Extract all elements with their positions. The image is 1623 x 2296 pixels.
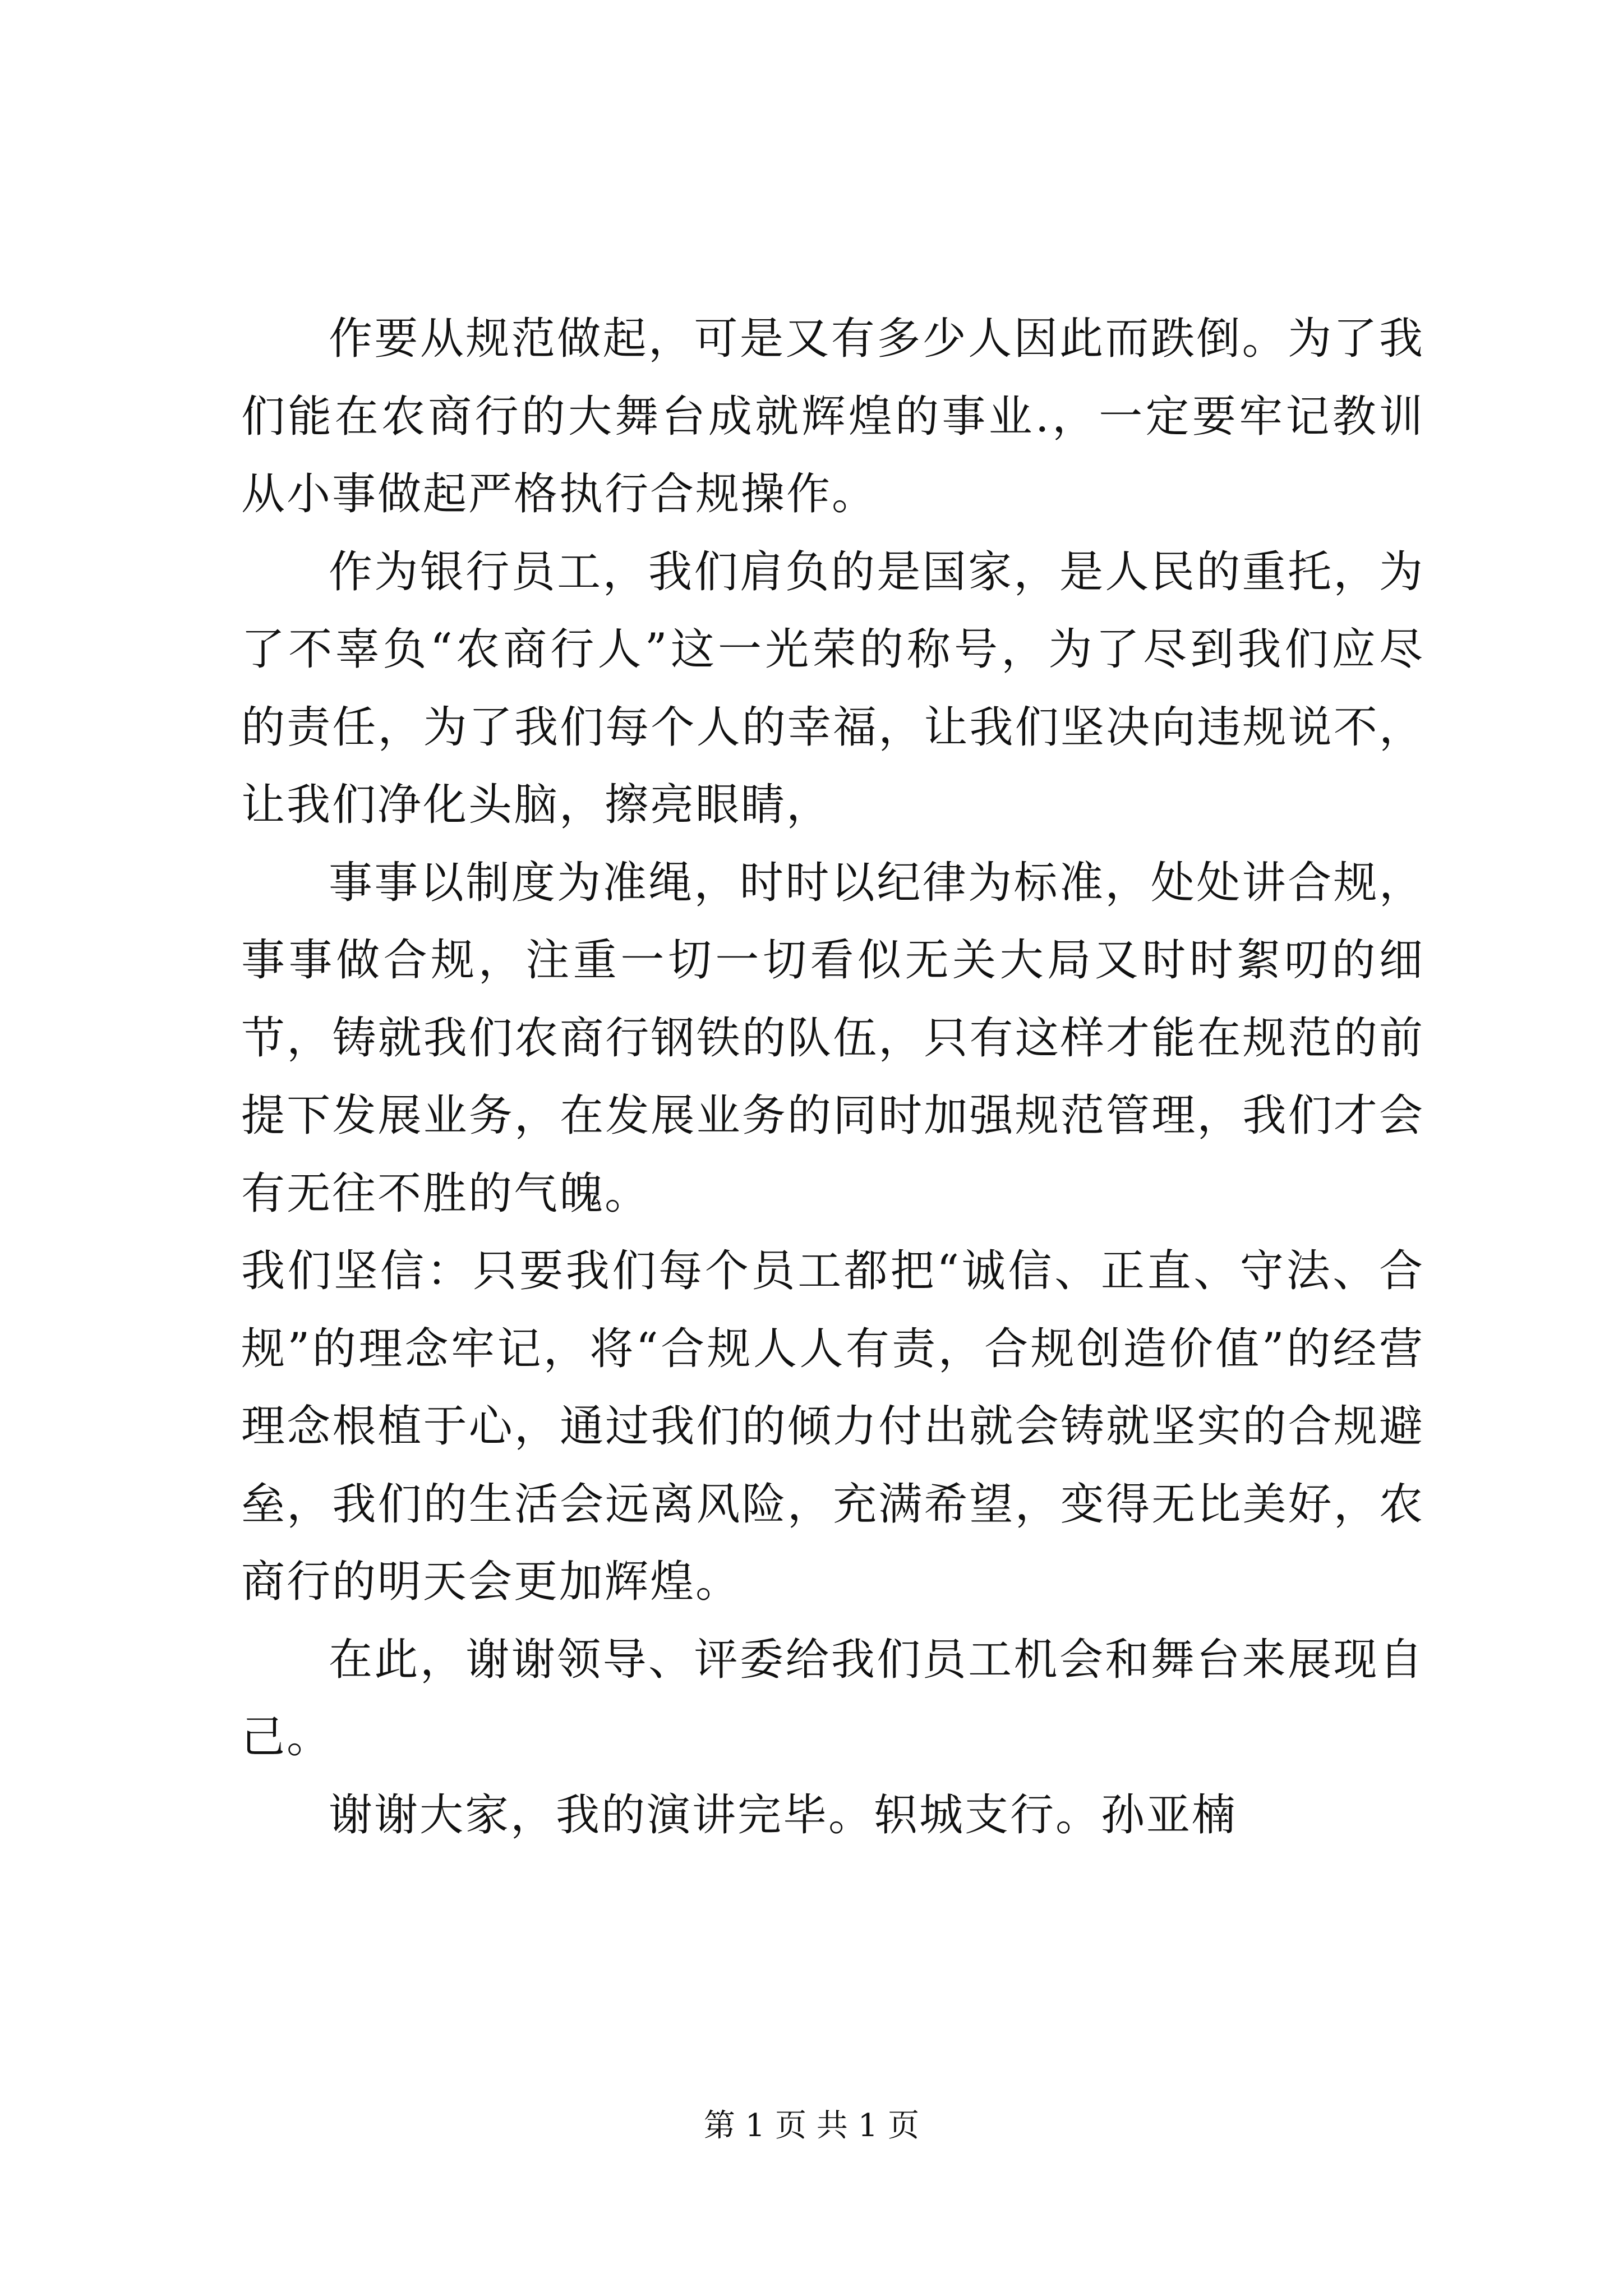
paragraph-1: 作要从规范做起，可是又有多少人因此而跌倒。为了我们能在农商行的大舞台成就辉煌的事业.，一定要牢记教训从小事做起严格执行合规操作。 [241, 314, 1424, 519]
paragraph-6: 谢谢大家，我的演讲完毕。轵城支行。孙亚楠 [329, 1789, 1238, 1841]
paragraph-3: 事事以制度为准绳，时时以纪律为标准，处处讲合规，事事做合规，注重一切一切看似无关大局又时时絮叨的细节，铸就我们农商行钢铁的队伍，只有这样才能在规范的前提下发展业务，在发展业务的同时加强规范管理，我们才会有无往不胜的气魄。 [241, 857, 1424, 1219]
paragraph-5: 在此，谢谢领导、评委给我们员工机会和舞台来展现自己。 [241, 1634, 1424, 1763]
document-body [241, 300, 1424, 1854]
paragraph-2: 作为银行员工，我们肩负的是国家，是人民的重托，为了不辜负“农商行人”这一光荣的称号，为了尽到我们应尽的责任，为了我们每个人的幸福，让我们坚决向违规说不，让我们净化头脑，擦亮眼睛， [241, 546, 1424, 830]
paragraph-4: 我们坚信：只要我们每个员工都把“诚信、正直、守法、合规”的理念牢记，将“合规人人有责，合规创造价值”的经营理念根植于心，通过我们的倾力付出就会铸就坚实的合规避垒，我们的生活会远离风险，充满希望，变得无比美好，农商行的明天会更加辉煌。 [241, 1246, 1424, 1607]
page-number-footer: 第 1 页 共 1 页 [703, 2108, 920, 2144]
